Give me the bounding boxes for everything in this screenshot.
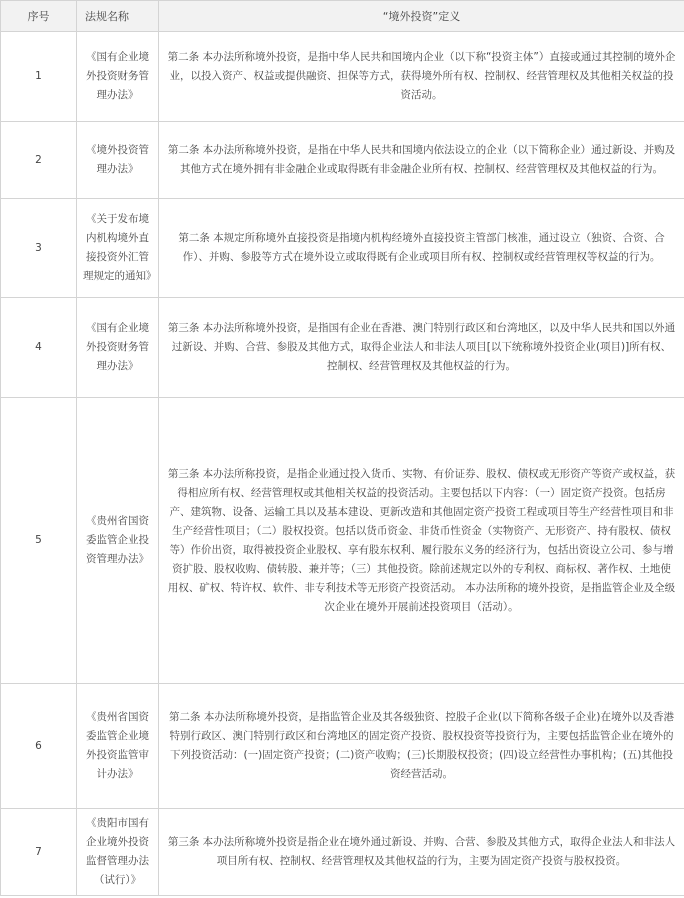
table-row xyxy=(1,398,684,684)
row-definition: 第三条 本办法所称投资，是指企业通过投入货币、实物、有价证券、股权、债权或无形资产等资产或权益，获得相应所有权、经营管理权或其他相关权益的投资活动。主要包括以下内容：（一）固定资产投资。包括房产、建筑物、设备、运输工具以及基本建设、更新改造和其他固定资产投资工程或项目等生产经营性项目和非生产经营性项目；（二）股权投资。包括以货币资金、非货币性资金（实物资产、无形资产、持有股权、债权等）作价出资，取得被投资企业股权、享有股东权利、履行股东义务的经济行为，包括出资设立公司、参与增资扩股、股权收购、债转股、兼并等；（三）其他投资。除前述规定以外的专利权、商标权、著作权、土地使用权、矿权、特许权、软件、非专利技术等无形资产投资活动。 本办法所称的境外投资，是指监管企业及全级次企业在境外开展前述投资项目（活动）。 xyxy=(159,398,684,684)
row-law-name: 《境外投资管理办法》 xyxy=(77,122,159,199)
header-index: 序号 xyxy=(1,1,77,32)
row-definition: 第二条 本办法所称境外投资，是指监管企业及其各级独资、控股子企业(以下简称各级子企业)在境外以及香港特别行政区、澳门特别行政区和台湾地区的固定资产投资、股权投资等投资行为，主要包括监管企业在境外的下列投资活动：(一)固定资产投资；(二)资产收购；(三)长期股权投资；(四)设立经营性办事机构；(五)其他投资经营活动。 xyxy=(159,684,684,809)
row-index: 5 xyxy=(1,398,77,684)
table-row xyxy=(1,684,684,809)
row-index: 1 xyxy=(1,32,77,122)
header-definition: “境外投资”定义 xyxy=(159,1,684,32)
row-law-name: 《关于发布境内机构境外直接投资外汇管理规定的通知》 xyxy=(77,199,159,298)
row-law-name: 《贵州省国资委监管企业境外投资监管审计办法》 xyxy=(77,684,159,809)
row-index: 3 xyxy=(1,199,77,298)
table-row xyxy=(1,199,684,298)
row-definition: 第三条 本办法所称境外投资是指企业在境外通过新设、并购、合营、参股及其他方式，取得企业法人和非法人项目所有权、控制权、经营管理权及其他权益的行为，主要为固定资产投资与股权投资。 xyxy=(159,809,684,896)
header-law-name: 法规名称 xyxy=(77,1,159,32)
row-definition: 第二条 本办法所称境外投资，是指在中华人民共和国境内依法设立的企业（以下简称企业）通过新设、并购及其他方式在境外拥有非金融企业或取得既有非金融企业所有权、控制权、经营管理权及其他权益的行为。 xyxy=(159,122,684,199)
table-row xyxy=(1,298,684,398)
table-row xyxy=(1,122,684,199)
row-index: 2 xyxy=(1,122,77,199)
row-index: 4 xyxy=(1,298,77,398)
table-header-row xyxy=(1,1,684,32)
table-row xyxy=(1,32,684,122)
row-law-name: 《贵州省国资委监管企业投资管理办法》 xyxy=(77,398,159,684)
row-definition: 第二条 本规定所称境外直接投资是指境内机构经境外直接投资主管部门核准，通过设立（独资、合资、合作）、并购、参股等方式在境外设立或取得既有企业或项目所有权、控制权或经营管理权等权益的行为。 xyxy=(159,199,684,298)
row-law-name: 《国有企业境外投资财务管理办法》 xyxy=(77,32,159,122)
row-law-name: 《贵阳市国有企业境外投资监督管理办法（试行）》 xyxy=(77,809,159,896)
row-definition: 第三条 本办法所称境外投资，是指国有企业在香港、澳门特别行政区和台湾地区，以及中华人民共和国以外通过新设、并购、合营、参股及其他方式，取得企业法人和非法人项目[以下统称境外投资企业(项目)]所有权、控制权、经营管理权及其他权益的行为。 xyxy=(159,298,684,398)
row-index: 6 xyxy=(1,684,77,809)
row-definition: 第二条 本办法所称境外投资，是指中华人民共和国境内企业（以下称“投资主体”）直接或通过其控制的境外企业，以投入资产、权益或提供融资、担保等方式，获得境外所有权、控制权、经营管理权及其他相关权益的投资活动。 xyxy=(159,32,684,122)
row-law-name: 《国有企业境外投资财务管理办法》 xyxy=(77,298,159,398)
row-index: 7 xyxy=(1,809,77,896)
table-row xyxy=(1,809,684,896)
